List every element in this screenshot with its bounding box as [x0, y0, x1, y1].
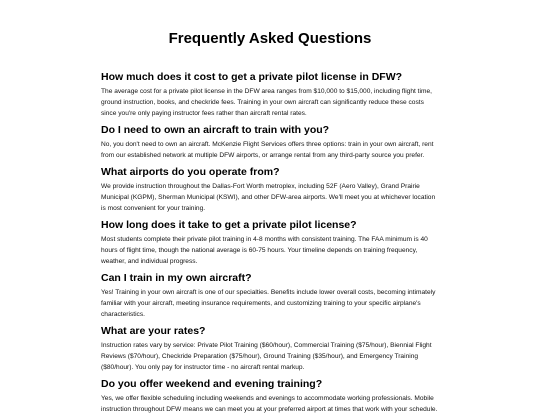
faq-answer: We provide instruction throughout the Dallas-Fort Worth metroplex, including 52F (Aero Valley), Grand Prairie Municipal (KGPM), Sherman Municipal (KSWI), and other DFW-area airports. We'll meet you at whichever location is most convenient for your training. [101, 183, 436, 212]
page-title: Frequently Asked Questions [168, 30, 372, 47]
faq-answer: Yes, we offer flexible scheduling including weekends and evenings to accommodate working professionals. Mobile instruction throughout DFW means we can meet you at your preferred airport at times that work with your schedule. [101, 395, 438, 413]
faq-question: What airports do you operate from? [101, 166, 280, 178]
faq-item [101, 218, 441, 267]
faq-item [101, 70, 441, 119]
faq-answer: No, you don't need to own an aircraft. McKenzie Flight Services offers three options: train in your own aircraft, rent from our established network at multiple DFW airports, or arrange rental from any third-party source you prefer. [101, 141, 434, 159]
faq-answer: Most students complete their private pilot training in 4-8 months with consistent training. The FAA minimum is 40 hours of flight time, though the national average is 60-75 hours. Your timeline depends on training frequency, weather, and individual progress. [101, 236, 428, 265]
faq-item [101, 377, 441, 415]
faq-item [101, 271, 441, 320]
faq-question: Do I need to own an aircraft to train with you? [101, 124, 330, 136]
faq-question: How long does it take to get a private pilot license? [101, 219, 357, 231]
faq-item [101, 324, 441, 373]
faq-question: What are your rates? [101, 325, 206, 337]
faq-item [101, 123, 441, 161]
faq-item [101, 165, 441, 214]
faq-question: Can I train in my own aircraft? [101, 272, 252, 284]
faq-question: Do you offer weekend and evening training? [101, 378, 323, 390]
faq-list [101, 70, 441, 419]
faq-answer: Instruction rates vary by service: Private Pilot Training ($60/hour), Commercial Training ($75/hour), Biennial Flight Reviews ($70/hour), Checkride Preparation ($75/hour), Ground Training ($35/hour), and Emergency Training ($80/hour). You only pay for instructor time - no aircraft rental markup. [101, 342, 432, 371]
faq-question: How much does it cost to get a private pilot license in DFW? [101, 71, 403, 83]
faq-answer: The average cost for a private pilot license in the DFW area ranges from $10,000 to $15,000, including flight time, ground instruction, books, and checkride fees. Training in your own aircraft can significantly reduce these costs since you're only paying instructor fees rather than aircraft rental rates. [101, 88, 432, 117]
faq-answer: Yes! Training in your own aircraft is one of our specialties. Benefits include lower overall costs, becoming intimately familiar with your aircraft, meeting insurance requirements, and customizing training to your specific airplane's characteristics. [101, 289, 436, 318]
